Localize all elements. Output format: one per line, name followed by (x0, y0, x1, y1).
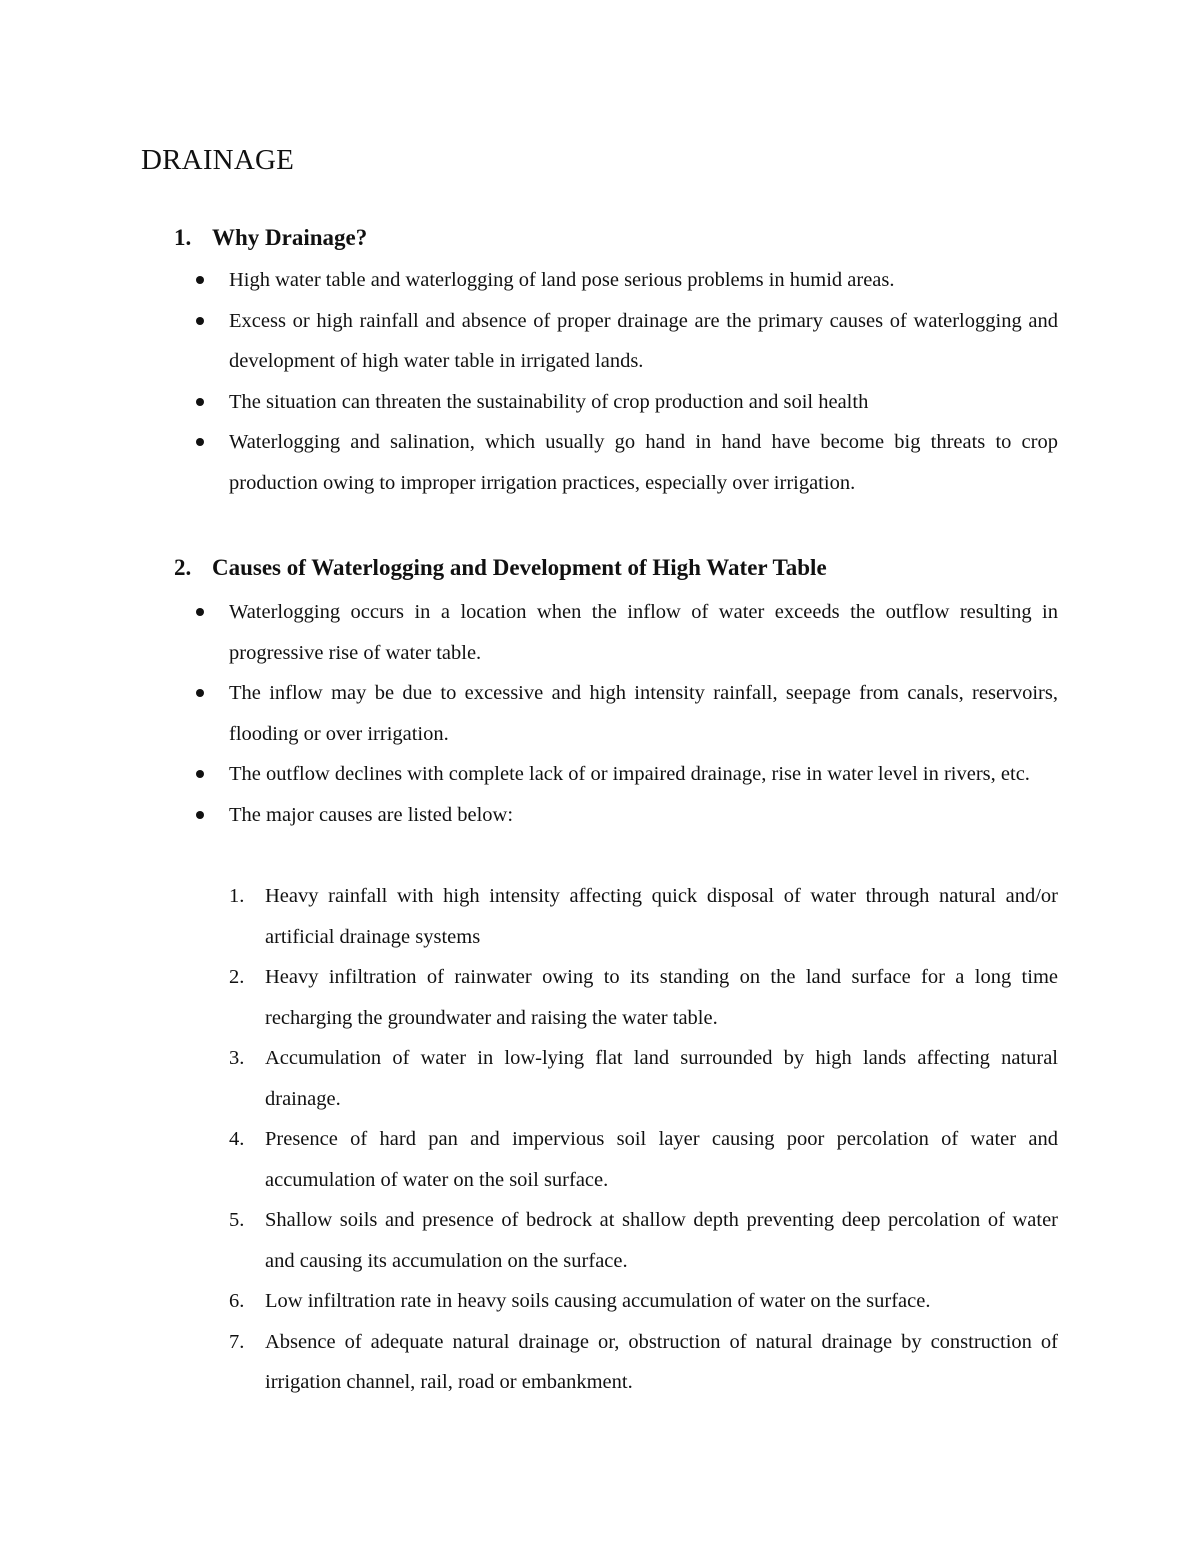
list-item (0, 592, 1200, 673)
numbered-item-text: Heavy rainfall with high intensity affecting quick disposal of water through natural and/or artificial drainage systems (265, 885, 1058, 948)
section-heading-causes (174, 552, 827, 584)
list-item (0, 795, 1200, 836)
list-item-text: Waterlogging and salination, which usually go hand in hand have become big threats to crop production owing to improper irrigation practices, especially over irrigation. (229, 431, 1058, 494)
item-number: 5. (229, 1209, 245, 1231)
section-number: 1. (174, 225, 192, 250)
list-item (0, 754, 1200, 795)
bullet-icon (196, 317, 204, 325)
item-number: 1. (229, 885, 245, 907)
numbered-item-text: Shallow soils and presence of bedrock at shallow depth preventing deep percolation of water and causing its accumulation on the surface. (265, 1209, 1058, 1272)
item-number: 7. (229, 1330, 245, 1353)
numbered-item (0, 1119, 1200, 1200)
numbered-item (0, 1200, 1200, 1281)
list-item-text: Waterlogging occurs in a location when the inflow of water exceeds the outflow resulting in progressive rise of water table. (229, 601, 1058, 664)
list-item (0, 422, 1200, 503)
list-item-text: The situation can threaten the sustainability of crop production and soil health (229, 390, 869, 413)
bullet-icon (196, 811, 204, 819)
item-number: 3. (229, 1047, 245, 1069)
section-title: Causes of Waterlogging and Development of High Water Table (212, 555, 827, 580)
numbered-item (0, 1281, 1200, 1322)
list-item-text: The inflow may be due to excessive and high intensity rainfall, seepage from canals, reservoirs, flooding or over irrigation. (229, 682, 1058, 745)
section-heading-why-drainage (174, 222, 367, 254)
numbered-item (0, 1322, 1200, 1403)
numbered-item (0, 876, 1200, 957)
numbered-item-text: Accumulation of water in low-lying flat land surrounded by high lands affecting natural drainage. (265, 1047, 1058, 1110)
bullet-icon (196, 689, 204, 697)
section-number: 2. (174, 555, 192, 580)
causes-bullet-list (0, 592, 1200, 835)
document-title: DRAINAGE (141, 144, 295, 176)
item-number: 4. (229, 1128, 245, 1150)
why-drainage-bullet-list (0, 260, 1200, 503)
numbered-item-text: Low infiltration rate in heavy soils causing accumulation of water on the surface. (265, 1290, 931, 1312)
bullet-icon (196, 398, 204, 406)
list-item-text: The outflow declines with complete lack of or impaired drainage, rise in water level in rivers, etc. (229, 763, 1030, 785)
bullet-icon (196, 608, 204, 616)
bullet-icon (196, 438, 204, 446)
list-item-text: The major causes are listed below: (229, 803, 514, 826)
bullet-icon (196, 770, 204, 778)
numbered-item-text: Heavy infiltration of rainwater owing to its standing on the land surface for a long time recharging the groundwater and raising the water table. (265, 966, 1058, 1029)
major-causes-numbered-list (0, 876, 1200, 1403)
numbered-item-text: Absence of adequate natural drainage or, obstruction of natural drainage by construction of irrigation channel, rail, road or embankment. (265, 1330, 1058, 1393)
numbered-item (0, 957, 1200, 1038)
item-number: 2. (229, 966, 245, 988)
list-item-text: High water table and waterlogging of land pose serious problems in humid areas. (229, 269, 895, 291)
item-number: 6. (229, 1290, 245, 1312)
list-item-text: Excess or high rainfall and absence of proper drainage are the primary causes of waterlogging and development of high water table in irrigated lands. (229, 309, 1058, 372)
list-item (0, 301, 1200, 382)
numbered-item-text: Presence of hard pan and impervious soil layer causing poor percolation of water and accumulation of water on the soil surface. (265, 1128, 1058, 1191)
bullet-icon (196, 276, 204, 284)
list-item (0, 673, 1200, 754)
numbered-item (0, 1038, 1200, 1119)
section-title: Why Drainage? (212, 225, 368, 250)
list-item (0, 382, 1200, 423)
list-item (0, 260, 1200, 301)
